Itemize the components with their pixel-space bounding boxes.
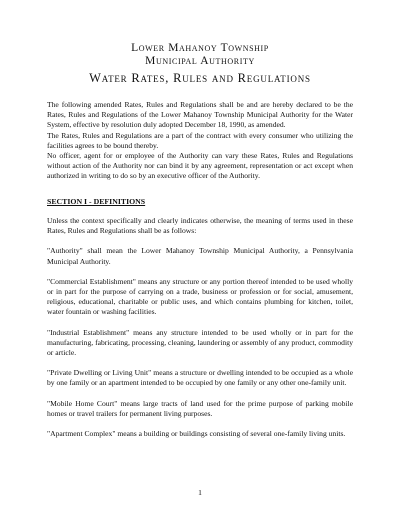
definition-paragraph: "Industrial Establishment" means any structure intended to be used wholly or in part for the manufacturing, fabricating, processing, cleaning, laundering or assembly of any product, commodity or article. — [47, 327, 353, 358]
document-title: Water Rates, Rules and Regulations — [89, 71, 311, 85]
definition-paragraph: Unless the context specifically and clearly indicates otherwise, the meaning of terms used in these Rates, Rules and Regulations shall be as follows: — [47, 216, 353, 236]
definition-paragraph: "Mobile Home Court" means large tracts of land used for the prime purpose of parking mobile homes or travel trailers for permanent living purposes. — [47, 398, 353, 418]
definition-paragraph: "Private Dwelling or Living Unit" means a structure or dwelling intended to be occupied as a whole by one family or an apartment intended to be occupied by one family or any other one-family unit. — [47, 368, 353, 388]
intro-paragraph: No officer, agent for or employee of the Authority can vary these Rates, Rules and Regulations without action of the Authority nor can bind it by any agreement, representation or act except when authorized in writing to do so by an executive officer of the Authority. — [47, 151, 353, 181]
page-number: 1 — [198, 488, 202, 497]
title-line-2: Municipal Authority — [145, 55, 255, 67]
definition-paragraph: "Commercial Establishment" means any structure or any portion thereof intended to be used wholly or in part for the purpose of carrying on a trade, business or profession or for social, amusement, religious, educational, charitable or public uses, and which contains plumbing for kitchen, toilet, water fountain or washing facilities. — [47, 276, 353, 317]
section-heading: SECTION I - DEFINITIONS — [47, 197, 146, 206]
definition-paragraph: "Apartment Complex" means a building or buildings consisting of several one-family living units. — [47, 429, 346, 439]
intro-paragraph: The Rates, Rules and Regulations are a part of the contract with every consumer who utilizing the facilities agrees to be bound thereby. — [47, 130, 353, 150]
definition-paragraph: "Authority" shall mean the Lower Mahanoy Township Municipal Authority, a Pennsylvania Municipal Authority. — [47, 246, 353, 266]
intro-section — [47, 100, 353, 182]
title-line-1: Lower Mahanoy Township — [131, 42, 269, 54]
definitions-section — [47, 216, 353, 449]
intro-paragraph: The following amended Rates, Rules and Regulations shall be and are hereby declared to be the Rates, Rules and Regulations of the Lower Mahanoy Township Municipal Authority for the Water System, effective by resolution duly adopted December 18, 1990, as amended. — [47, 100, 353, 130]
